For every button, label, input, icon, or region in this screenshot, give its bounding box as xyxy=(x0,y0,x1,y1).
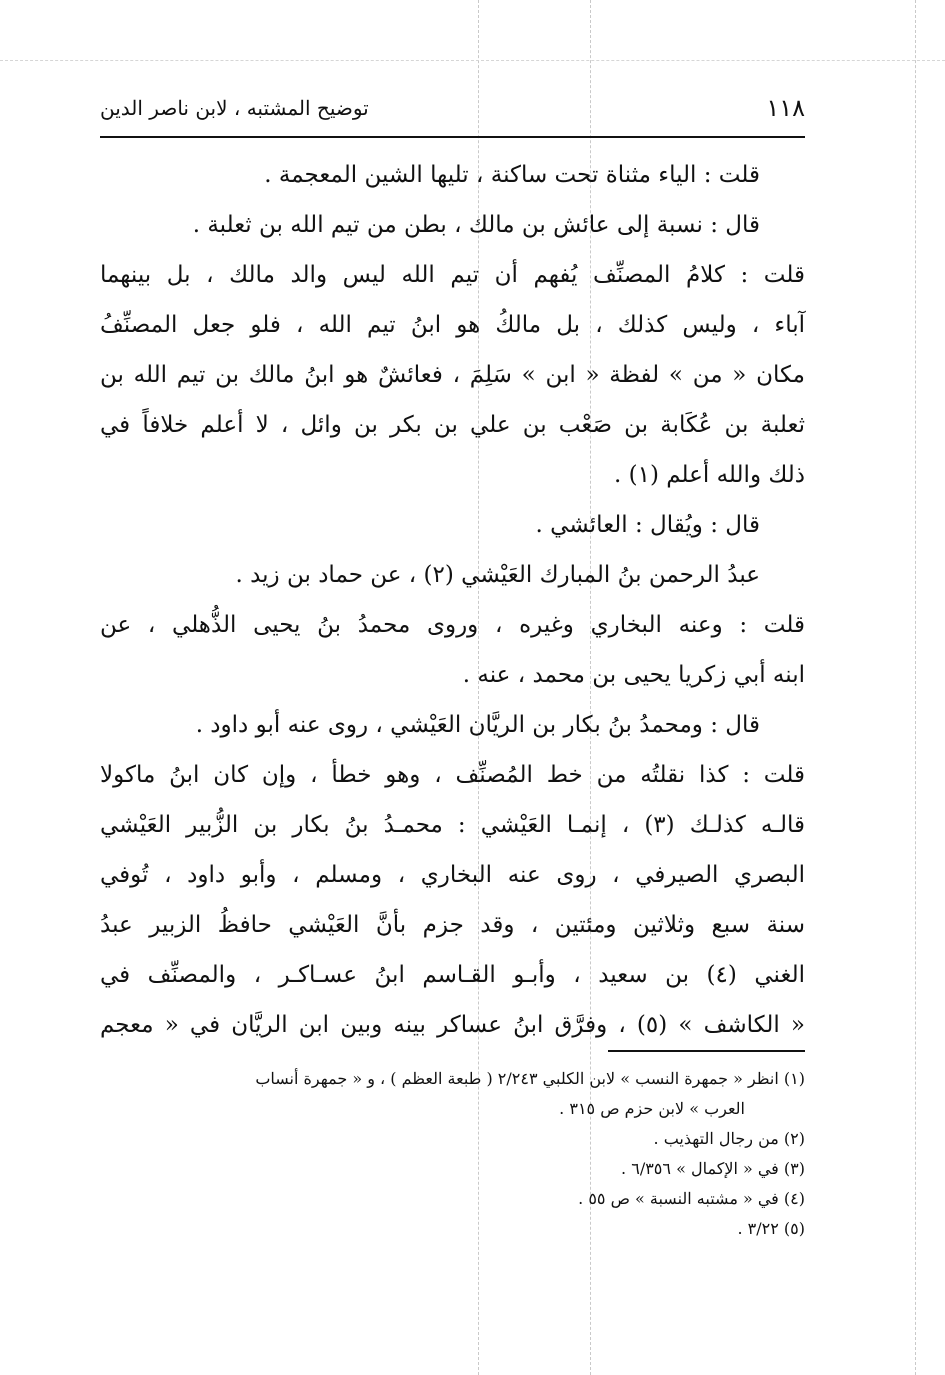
text-line: « الكاشف » (٥) ، وفرَّق ابنُ عساكر بينه وبين ابن الريَّان في « معجم xyxy=(100,1012,805,1038)
text-line: قال : نسبة إلى عائش بن مالك ، بطن من تيم الله بن ثعلبة . xyxy=(192,212,760,238)
page-number: ١١٨ xyxy=(766,94,805,122)
footnotes xyxy=(100,1064,805,1244)
scan-guide-line xyxy=(0,60,945,61)
text-line: ذلك والله أعلم (١) . xyxy=(614,462,805,488)
text-line: قلت : كلامُ المصنِّف يُفهم أن تيم الله ليس والد مالك ، بل بينهما xyxy=(100,262,805,288)
footnote-1-continuation: العرب » لابن حزم ص ٣١٥ . xyxy=(559,1099,745,1118)
text-line: عبدُ الرحمن بنُ المبارك العَيْشي (٢) ، عن حماد بن زيد . xyxy=(235,562,760,588)
text-line: قال : ومحمدُ بنُ بكار بن الريَّان العَيْشي ، روى عنه أبو داود . xyxy=(195,712,760,738)
footnote-3: (٣) في « الإكمال » ٦/٣٥٦ . xyxy=(621,1159,805,1178)
text-line: مكان « من » لفظة « ابن » سَلِمَ ، فعائشٌ هو ابنُ مالك بن تيم الله بن xyxy=(100,362,805,388)
text-line: آباء ، وليس كذلك ، بل مالكُ هو ابنُ تيم الله ، فلو جعل المصنِّفُ xyxy=(100,312,805,338)
text-line: سنة سبع وثلاثين ومئتين ، وقد جزم بأنَّ العَيْشي حافظُ الزبير عبدُ xyxy=(100,912,805,938)
footnote-2: (٢) من رجال التهذيب . xyxy=(653,1129,805,1148)
text-line: ابنه أبي زكريا يحيى بن محمد ، عنه . xyxy=(462,662,805,688)
footnote-rule xyxy=(608,1050,805,1052)
text-line: قال : ويُقال : العائشي . xyxy=(535,512,760,538)
text-line: قلت : كذا نقلتُه من خط المُصنِّف ، وهو خطأ ، وإن كان ابنُ ماكولا xyxy=(100,762,805,788)
text-line: قلت : وعنه البخاري وغيره ، وروى محمدُ بنُ يحيى الذُّهلي ، عن xyxy=(100,612,805,638)
text-line: قلت : الياء مثناة تحت ساكنة ، تليها الشين المعجمة . xyxy=(264,162,760,188)
text-line: البصري الصيرفي ، روى عنه البخاري ، ومسلم ، وأبو داود ، تُوفي xyxy=(100,862,805,888)
main-text xyxy=(100,150,805,1050)
footnote-1: (١) انظر « جمهرة النسب » لابن الكلبي ٢/٢٤٣ ( طبعة العظم ) ، و « جمهرة أنساب xyxy=(255,1069,805,1088)
footnote-5: (٥) ٣/٢٢ . xyxy=(737,1219,805,1238)
text-line: ثعلبة بن عُكَابة بن صَعْب بن علي بن بكر بن وائل ، لا أعلم خلافاً في xyxy=(100,412,805,438)
scan-guide-line xyxy=(915,0,916,1375)
page-header xyxy=(100,88,805,128)
running-title: توضيح المشتبه ، لابن ناصر الدين xyxy=(100,96,369,120)
footnote-4: (٤) في « مشتبه النسبة » ص ٥٥ . xyxy=(578,1189,805,1208)
header-rule xyxy=(100,136,805,138)
text-line: الغني (٤) بن سعيد ، وأبـو القـاسم ابنُ عسـاكـر ، والمصنِّف في xyxy=(100,962,805,988)
text-line: قالـه كذلـك (٣) ، إنمـا العَيْشي : محمـدُ بنُ بكار بن الزُّبير العَيْشي xyxy=(100,812,805,838)
